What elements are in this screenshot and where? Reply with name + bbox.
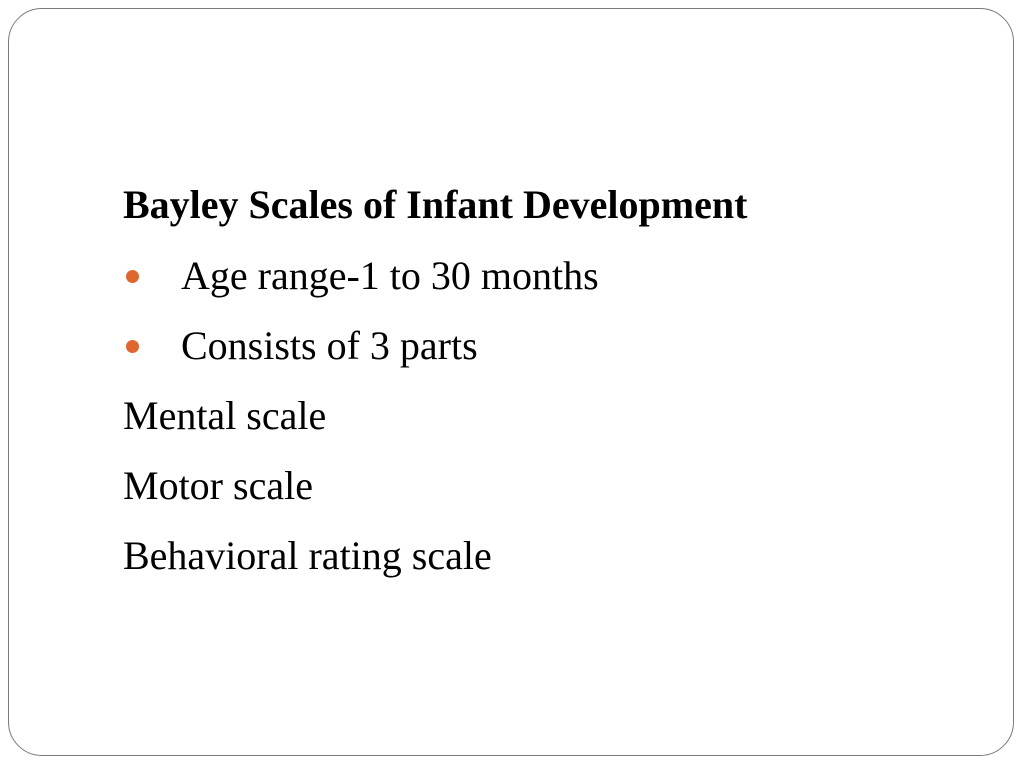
slide-title: Bayley Scales of Infant Development [123,182,748,227]
bullet-item-age-range [123,241,943,311]
slide-content [123,177,943,591]
part-behavioral-rating-scale: Behavioral rating scale [123,533,492,578]
bullet-dot-icon [126,340,139,353]
bullet-text: Age range-1 to 30 months [181,253,599,298]
bullet-dot-icon [126,270,139,283]
bullet-item-parts [123,311,943,381]
bullet-text: Consists of 3 parts [181,323,478,368]
part-mental-scale: Mental scale [123,393,327,438]
slide-frame [8,8,1014,756]
part-motor-scale: Motor scale [123,463,313,508]
bullet-list [123,241,943,381]
parts-list [123,381,943,591]
